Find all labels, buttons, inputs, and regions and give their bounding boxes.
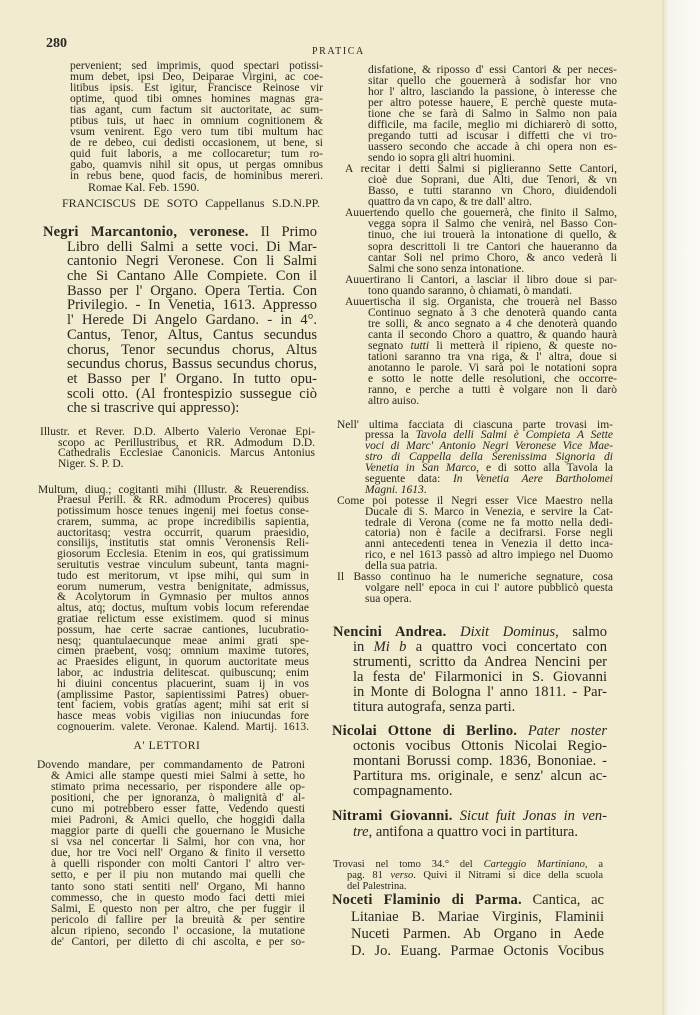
text-segment: a quattro voci concertato con (406, 638, 608, 655)
text-line: che si trascrive qui appresso): (67, 400, 240, 417)
entry-negri (43, 224, 317, 417)
text-line: Partitura ms. originale, e senz' alcun ac- (353, 767, 607, 784)
text-line: (amplissime Pastor, sapientissimi Patres) obuer- (57, 688, 309, 701)
text-segment: in (353, 638, 374, 655)
text-line (332, 892, 604, 909)
paragraph (345, 273, 617, 297)
text-line: quid fuit laboris, a me collocaretur; tum ro- (70, 148, 323, 160)
text-line: disfatione, & riposso d' essi Cantori & per neces- (368, 63, 617, 76)
paragraph (345, 207, 617, 275)
entry-nencini (333, 623, 608, 715)
text-line: nesq; quantulaecunque meae animi grati spe- (57, 634, 309, 647)
paragraph (345, 295, 617, 408)
italic-title: verso (390, 869, 414, 881)
text-line: Basso per l' Organo. Opera Tertia. Con (67, 282, 317, 299)
text-line: Cathedralis Ecclesiae Canonicis. Marcus Antonius (58, 447, 315, 459)
text-line (332, 724, 607, 739)
text-line: cuno mi potrebbero esser fatte, Vedendo questi (51, 802, 305, 815)
text-line: Litaniae B. Mariae Virginis, Flaminii (351, 908, 604, 925)
text-line: della sua patria. (365, 560, 438, 573)
text-line: potissimum hosce tenues ingenij mei foetus conse- (57, 505, 309, 518)
entry-nitrami (332, 807, 608, 840)
text-segment: Cantica, ac (521, 891, 604, 908)
text-segment: , e di sotto alla Tavola la (476, 462, 614, 475)
text-line: cognouerim. valete. Veronae. Kalend. Martij. 1613. (57, 721, 309, 734)
text-line: eorum numerum, vestra benignitate, admissus, (57, 580, 309, 593)
text-line: in rebus bene, quod facis, de hominibus mereri. (70, 170, 323, 182)
text-line: compagnamento. (353, 782, 453, 799)
to-readers-continued (345, 63, 617, 408)
paragraph (332, 891, 604, 960)
italic-title: In Venetia Aere Bartholomei (452, 472, 613, 485)
text-line: l' Herede Di Angelo Gardano. - in 4°. (67, 312, 317, 329)
dedication-address (40, 426, 315, 470)
text-line: gabo, quamvis nihil sit opus, ut pergas omnibus (70, 159, 323, 171)
entry-heading: Nicolai Ottone di Berlino. (332, 722, 518, 739)
text-line: Salmi che sono senza intonatione. (368, 262, 525, 275)
text-line: la festa de' Filarmonici in S. Giovanni (353, 668, 607, 685)
paragraph (332, 807, 608, 840)
paragraph (43, 224, 317, 417)
text-line: mum debet, ipsi Deo, Deiparae Virgini, ac coe- (70, 71, 323, 83)
text-line: che Si Cantano Alle Compiete. Con il (67, 268, 317, 285)
text-line: tre solli, & anco segnato a 4 che denoterà quando (368, 317, 617, 330)
text-line: Dovendo mandare, per commandamento de Patroni (37, 758, 305, 771)
text-line: de re debeo, cui dedisti occasionem, ut bene, si (70, 137, 323, 149)
italic-title: tutti (410, 340, 430, 353)
text-line: Auuertendo quello che gouernerà, che finito il Salmo, (345, 207, 617, 220)
text-line: setto, e per il piu non mutando mai quelli che (51, 869, 305, 882)
text-line: crarem, summa, ac prope incredibilis sapientia, (57, 515, 309, 528)
text-line: sitar quello che gouernerà à sodisfar hor vno (368, 74, 617, 87)
text-line: tationi saranno tra vna riga, & l' altra, doue si (368, 351, 617, 364)
text-line: si vsa nel concertar li Salmi, hor con vna, hor (51, 836, 305, 849)
text-line: miei Padroni, & Amici quello, che hoggidì dalla (51, 813, 305, 826)
text-line: maggior parte di quelli che gouernano le Musiche (51, 825, 305, 838)
text-segment: , salmo (555, 623, 607, 640)
text-line: ac Praesides eligunt, in quorum auctoritate meus (57, 656, 309, 669)
text-segment (446, 624, 460, 640)
text-line: Come poi potesse il Negri esser Vice Maestro nella (337, 494, 613, 507)
italic-title: Pater noster (527, 722, 607, 739)
text-line: tono quando saranno, ò chiamati, ò mandati. (368, 284, 573, 297)
text-line: quattro da vn capo, & tre dall' altro. (368, 196, 532, 209)
italic-title: Venetia in San Marco (365, 462, 477, 475)
text-line: tent faciem, vobis gratias agent; mihi sat erit si (57, 699, 309, 712)
page-edge (662, 0, 700, 1015)
to-readers-text (37, 758, 305, 949)
text-line (333, 859, 603, 870)
text-line: cantonio Negri Veronese. Con li Salmi (67, 253, 317, 270)
text-line: Privilegio. - In Venetia, 1613. Appresso (67, 297, 317, 314)
date-line: Romae Kal. Feb. 1590. (88, 180, 200, 194)
text-line: altro auiso. (368, 395, 420, 408)
text-line: secundus chorus, Bassus secundus chorus, (67, 356, 317, 373)
text-line: altus, atq; doctus, multum vobis locum referendae (57, 602, 309, 615)
text-line: sopra descrittoli li tre Cantori che haueranno da (368, 240, 617, 253)
text-line: cantar Soli nel primo Choro, & anco vederà li (368, 251, 617, 264)
signature: FRANCISCUS DE SOTO Cappellanus S.D.N.PP. (62, 196, 320, 210)
text-line: auctoritasq; vestra occurrit, quarum praesidio, (57, 526, 309, 539)
text-line: et Basso per l' Organo. In tutto opu- (67, 370, 317, 387)
text-line: ranno, e perche a tutti è volgare non li darò (368, 384, 617, 397)
text-line (333, 625, 607, 640)
text-line: labor, ac industria delitescat. quibuscunq; enim (57, 667, 309, 680)
text-line: tedrale di Verona (come ne fa motto nella dedi- (365, 516, 613, 529)
text-line: possum, hae certe sacrae cantiones, lucubratio- (57, 623, 309, 636)
text-line: tias agant, cum factum sit auctoritate, ac sum- (70, 104, 323, 116)
letter-ending (70, 61, 323, 182)
text-line: canta il secondo Choro a quattro, & quando haurà (368, 329, 617, 341)
text-line: Nell' ultima facciata di ciascuna parte trovasi im- (337, 418, 613, 431)
text-line: cimen praebent, vosq; omnium maxime tutores, (57, 645, 309, 658)
italic-title: voci di Marc' Antonio Negri Veronese Vice Mae- (365, 440, 613, 453)
text-segment (453, 808, 460, 824)
text-line: Auuertischa il sig. Organista, che trouerà nel Basso (345, 295, 617, 308)
italic-title: Sicut fuit Jonas in ven- (459, 807, 608, 824)
text-segment: . (423, 483, 427, 496)
text-line: vsum venirent. Ego vero tum tibi multum hac (70, 126, 323, 138)
paragraph (37, 758, 305, 949)
text-line: Continuo segnato à 3 che denoterà quando canta (368, 306, 617, 319)
paragraph (337, 570, 613, 605)
text-line: Niger. S. P. D. (58, 457, 124, 470)
text-segment: . Quivi il Nitrami si dice della scuola (413, 869, 603, 881)
paragraph (38, 483, 309, 734)
text-line: positioni, che per ignoranza, ò malignità d' al- (51, 791, 305, 804)
italic-title: Dixit Dominus (460, 623, 556, 640)
entry-nicolai (332, 722, 607, 799)
text-line (353, 640, 607, 655)
italic-title: stro di Cappella della Serenissima Signoria di (365, 451, 613, 464)
text-line: gratiae relictum esse existimem. quod si minus (57, 613, 309, 626)
entry-heading: Noceti Flaminio di Parma. (332, 891, 522, 908)
text-line: & Amici alle stampe questi miei Salmi à sette, ho (51, 769, 305, 782)
text-segment: , antifona a quattro voci in partitura. (368, 823, 578, 840)
paragraph (333, 623, 608, 715)
italic-title: Magni. 1613 (365, 483, 424, 496)
text-line: anotanno le parole. Vi sarà poi le notationi sopra (368, 362, 617, 375)
entry-noceti (332, 891, 604, 960)
text-line: difficile, ma facile, meglio mi dichiarerò di sotto, (368, 118, 617, 131)
text-line: hi diuini concentus placuerint, suam ij in vos (57, 677, 309, 690)
page-number: 280 (46, 36, 67, 51)
text-segment: Il Primo (248, 224, 317, 240)
text-line: tudo est meritorum, vt ipse mihi, qui sum in (57, 569, 309, 582)
text-line: pervenient; sed imprimis, quod spectari potissi- (70, 60, 323, 72)
text-line: hor l' altro, lasciando la passione, ò interesse che (368, 85, 617, 98)
text-line: titura autografa, senza parti. (353, 698, 516, 715)
text-segment: seguente data: (365, 472, 453, 485)
text-line: anni antecedenti tenea in Venezia il detto inca- (365, 538, 613, 551)
text-segment (517, 723, 528, 739)
text-line: catoria) non è facile a decifrarsi. Forse negli (365, 527, 613, 540)
text-line (347, 870, 603, 881)
paragraph (333, 858, 603, 892)
paragraph (332, 722, 607, 799)
italic-title: tre (353, 823, 369, 840)
text-line: octonis vocibus Ottonis Nicolai Regio- (353, 737, 607, 754)
text-line: vegga sopra il Salmo che venirà, nel Basso Con- (368, 218, 617, 231)
text-line: tanto sono stati sentiti nell' Organo, Mi hanno (51, 880, 305, 893)
paragraph (345, 163, 617, 209)
entry-heading: Nencini Andrea. (333, 623, 447, 640)
text-line: hasce meas vobis vigilias non iniucundas fore (57, 710, 309, 723)
text-line: Nuceti Parmen. Ab Organo in Aede (351, 925, 604, 942)
text-line: Cantus, Tenor, Altus, Cantus secundus (67, 326, 317, 343)
text-line: due, hor tre Voci nell' Organo & finito il versetto (51, 847, 305, 860)
to-readers-heading: A' LETTORI (133, 740, 201, 752)
text-line (353, 824, 607, 840)
text-line: sua opera. (365, 592, 412, 605)
text-segment: pressa la (365, 429, 416, 442)
text-line: à quelli risponder con molti Cantori l' altro ver- (51, 858, 305, 871)
paragraph (40, 426, 315, 470)
text-line: alcun ripieno, secondo l' occasione, la mutatione (51, 924, 305, 937)
text-line: scopo ac Perillustribus, et RR. Admodum D.D. (58, 436, 315, 449)
text-line: pericolo di fallire per la breuità & per sentire (51, 913, 305, 926)
text-segment: pag. 81 (347, 869, 391, 881)
text-line: commesso, che in questo modo faci detti miei (51, 891, 305, 904)
text-line (43, 225, 317, 240)
text-line: montani Borussi comp. 1836, Bononiae. - (353, 752, 607, 769)
notes-negri (337, 418, 614, 605)
text-line: Salmi, E questo non per altro, che per fuggir il (51, 902, 305, 915)
text-segment: li metterà il ripieno, & queste no- (429, 340, 617, 353)
text-line: litibus ipsis. Est igitur, Francisce Reinose vir (70, 82, 323, 94)
text-line: Ducale di S. Marco in Venezia, e servire la Cat- (365, 505, 613, 518)
entry-heading: Negri Marcantonio, veronese. (43, 224, 249, 240)
text-line: optime, quod tibi omnes homines magnas gra- (70, 93, 323, 105)
running-head: PRATICA (312, 46, 365, 57)
text-line: per altro potesse hauere, E perchè queste muta- (368, 96, 617, 109)
paragraph (70, 61, 323, 182)
text-segment: , a (584, 858, 603, 870)
paragraph (337, 494, 613, 573)
text-line: sendo io sopra gli altri huomini. (368, 152, 515, 164)
text-line: uassero secondo che accade à chi opera non es- (368, 140, 617, 153)
text-line: rico, e nel 1613 passò ad altro impiego nel Duomo (365, 549, 613, 562)
text-line: tione che se farà di Salmo in Salmo non paia (368, 107, 617, 120)
text-line: e sotto le notte delle resolutioni, che occorre- (368, 373, 617, 386)
text-line: in Monte di Bologna l' anno 1811. - Par- (353, 683, 607, 700)
text-line: Libro delli Salmi a sette voci. Di Mar- (67, 238, 317, 255)
text-line: giosorum Ecclesia. Etenim in eos, qui gratissimum (57, 548, 309, 561)
text-line: stimato prima necessario, per rispondere alle op- (51, 780, 305, 793)
text-segment: segnato (368, 340, 411, 353)
text-line: Multum, diuq.; cogitanti mihi (Illustr. & Reuerendiss. (38, 483, 309, 496)
text-line: Praesul Perill. & RR. admodum Proceres) quibus (57, 494, 309, 507)
text-line: del Palestrina. (347, 880, 407, 892)
text-line: volgare nell' epoca in cui l' autore pubblicò questa (365, 581, 613, 594)
entry-heading: Nitrami Giovanni. (332, 807, 453, 824)
italic-title: Tavola delli Salmi è Compieta A Sette (415, 429, 613, 442)
paragraph (368, 65, 617, 165)
text-line: seruitutis vestrae vinculum subeunt, tanta magni- (57, 559, 309, 572)
text-line: Illustr. et Rever. D.D. Alberto Valerio Veronae Epi- (40, 426, 315, 438)
paragraph (337, 418, 614, 496)
text-line: strumenti, scritto da Andrea Nencini per (353, 653, 607, 670)
text-line: consilijs, institutis stat omnis Veronensis Reli- (57, 537, 309, 550)
text-line: ptibus tuis, ut haec in omnium cognitionem & (70, 115, 323, 127)
text-line (332, 808, 607, 824)
text-line: tinuo, che iui trouerà la intonatione di quello, & (368, 229, 617, 242)
text-line: pregando tutti ad iscusar i diffetti che vi tro- (368, 129, 617, 142)
text-segment: Trovasi nel tomo 34.° del (333, 858, 484, 870)
text-line: A recitar i detti Salmi si piglieranno Sette Cantori, (345, 163, 617, 176)
text-line: & Acolytorum in Gymnasio per multos annos (57, 591, 309, 604)
note-nitrami (333, 858, 603, 892)
text-line: de' Cantori, per diletto di chi ascolta, e per so- (51, 936, 305, 948)
text-line: Auuertirano li Cantori, a lasciar il libro doue si par- (345, 273, 617, 286)
text-line: Basso, e tutti staranno vn Choro, diuidendoli (368, 185, 617, 198)
dedication-text (38, 483, 309, 734)
italic-title: Carteggio Martiniano (483, 858, 585, 870)
text-line: Il Basso continuo ha le numeriche segnature, cosa (337, 570, 613, 583)
text-line: scoli otto. (Al frontespizio sussegue ciò (67, 385, 317, 402)
text-line: D. Jo. Euang. Parmae Octonis Vocibus (351, 942, 604, 959)
text-line: cioè due Soprani, due Alti, due Tenori, & vn (368, 174, 617, 187)
text-line: chorus, Tenor secundus chorus, Altus (67, 341, 317, 358)
italic-title: Mi b (373, 638, 407, 655)
